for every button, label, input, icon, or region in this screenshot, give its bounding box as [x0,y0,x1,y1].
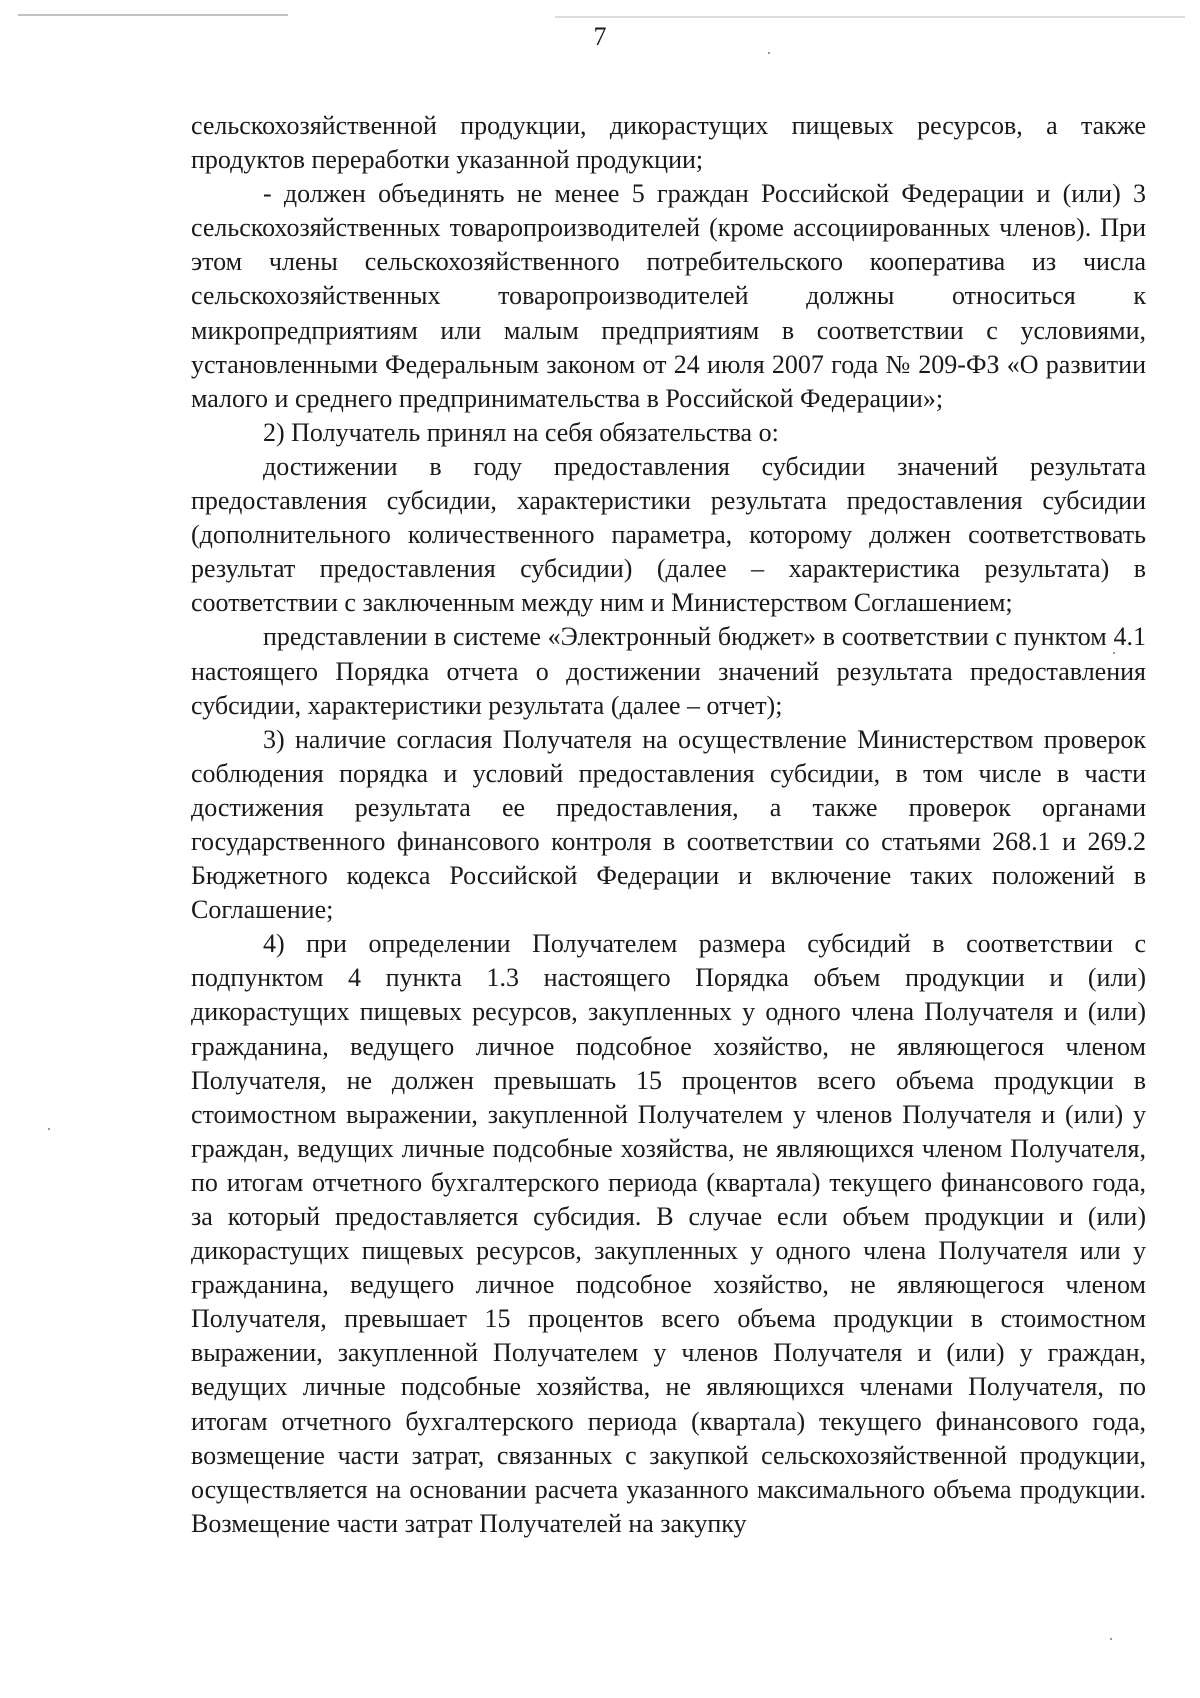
scan-speck [768,52,770,54]
paragraph-obligation-report: представлении в системе «Электронный бюджет» в соответствии с пунктом 4.1 настоящего Порядка отчета о достижении значений результата предоставления субсидии, характеристики результата (далее – отчет); [191,622,1146,720]
page-number: 7 [593,22,607,51]
document-body [191,109,1146,1541]
paragraph-cooperative-members: - должен объединять не менее 5 граждан Российской Федерации и (или) 3 сельскохозяйственных товаропроизводителей (кроме ассоциированных членов). При этом члены сельскохозяйственного потребительского кооператива из числа сельскохозяйственных товаропроизводителей должны относиться к микропредприятиям или малым предприятиям в соответствии с условиями, установленными Федеральным законом от 24 июля 2007 года № 209-ФЗ «О развитии малого и среднего предпринимательства в Российской Федерации»; [191,179,1146,413]
paragraph-item-4: 4) при определении Получателем размера субсидий в соответствии с подпунктом 4 пункта 1.3 настоящего Порядка объем продукции и (или) дикорастущих пищевых ресурсов, закупленных у одного члена Получателя и (или) гражданина, ведущего личное подсобное хозяйство, не являющегося членом Получателя, не должен превышать 15 процентов всего объема продукции в стоимостном выражении, закупленной Получателем у членов Получателя и (или) у граждан, ведущих личные подсобные хозяйства, не являющихся членом Получателя, по итогам отчетного бухгалтерского периода (квартала) текущего финансового года, за который предоставляется субсидия. В случае если объем продукции и (или) дикорастущих пищевых ресурсов, закупленных у одного члена Получателя или у гражданина, ведущего личное подсобное хозяйство, не являющегося членом Получателя, превышает 15 процентов всего объема продукции в стоимостном выражении, закупленной Получателем у членов Получателя и (или) у граждан, ведущих личные подсобные хозяйства, не являющихся членами Получателя, по итогам отчетного бухгалтерского периода (квартала) текущего финансового года, возмещение части затрат, связанных с закупкой сельскохозяйственной продукции, осуществляется на основании расчета указанного максимального объема продукции. Возмещение части затрат Получателей на закупку [191,929,1146,1538]
scan-speck [1110,1638,1112,1640]
scan-artifact-left [18,14,288,16]
scan-artifact-right [555,16,1185,18]
scan-speck [1113,652,1115,654]
paragraph-continuation: сельскохозяйственной продукции, дикорастущих пищевых ресурсов, а также продуктов переработки указанной продукции; [191,111,1146,175]
paragraph-obligation-results: достижении в году предоставления субсидии значений результата предоставления субсидии, характеристики результата предоставления субсидии (дополнительного количественного параметра, которому должен соответствовать результат предоставления субсидии) (далее – характеристика результата) в соответствии с заключенным между ним и Министерством Соглашением; [191,451,1146,618]
paragraph-item-3: 3) наличие согласия Получателя на осуществление Министерством проверок соблюдения порядка и условий предоставления субсидии, в том числе в части достижения результата ее предоставления, а также проверок органами государственного финансового контроля в соответствии со статьями 268.1 и 269.2 Бюджетного кодекса Российской Федерации и включение таких положений в Соглашение; [191,724,1146,925]
paragraph-item-2: 2) Получатель принял на себя обязательства о: [263,417,779,447]
scan-speck [48,1128,50,1130]
